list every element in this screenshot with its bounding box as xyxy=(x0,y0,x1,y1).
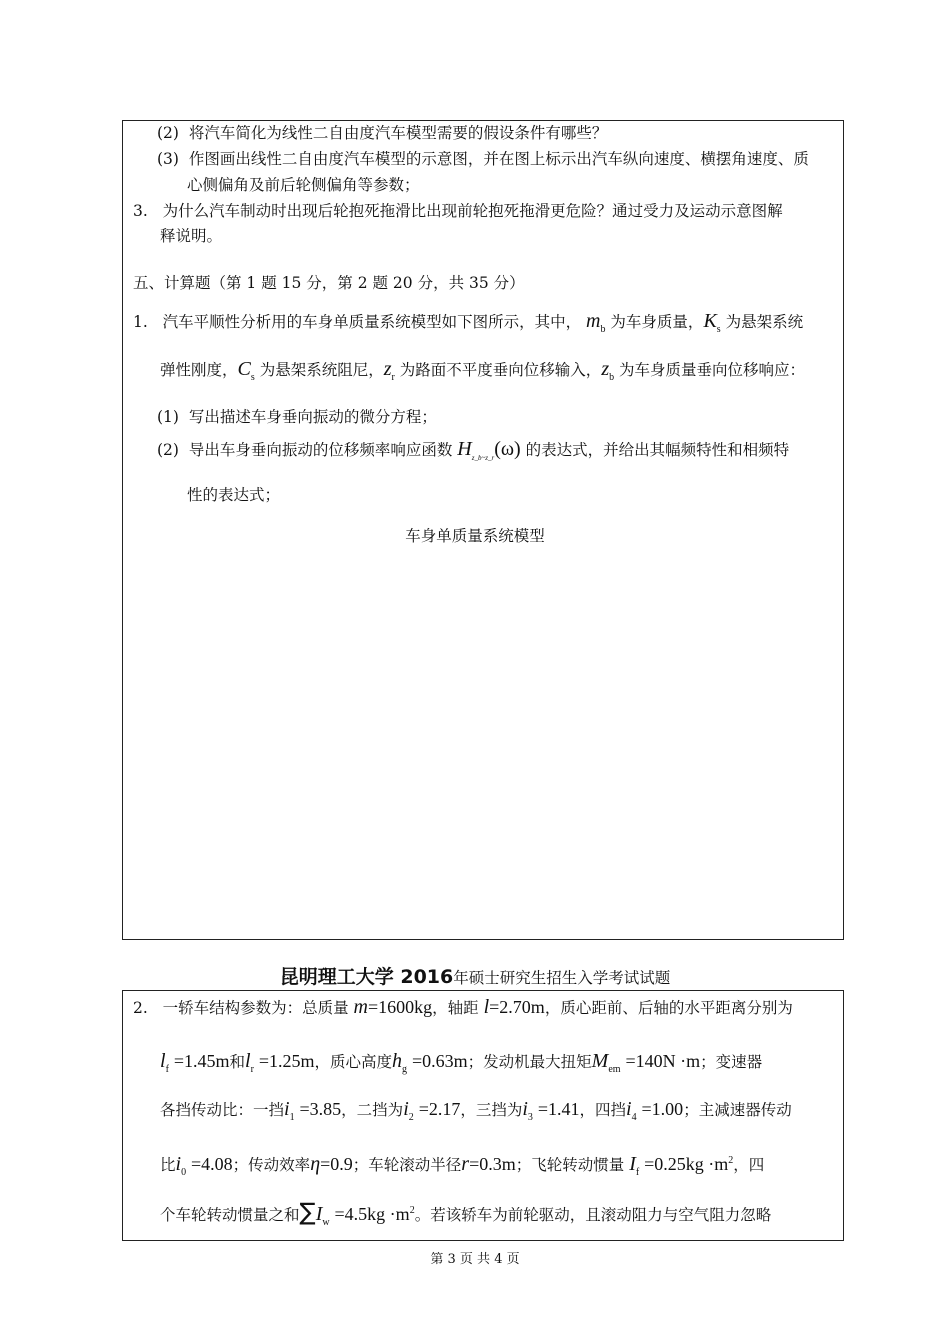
s5q1-line2: 弹性刚度，$C_s$ 为悬架系统阻尼，$z_r$ 为路面不平度垂向位移输入，$z_b$ 为车身质量垂向位移响应： xyxy=(160,358,806,383)
q2-line3: 各挡传动比：一挡$i_1 =3.85$，二挡为$i_2 =2.17$，三挡为$i_3 =1.41$，四挡$i_4 =1.00$；主减速器传动 xyxy=(160,1098,792,1123)
var-if: $I_f$ xyxy=(629,1153,640,1178)
var-hg: $h_g$ xyxy=(392,1050,408,1075)
var-lr: $l_r$ xyxy=(245,1050,254,1075)
s5q1-sub2-line1: (2) 导出车身垂向振动的位移频率响应函数 $H_{z\_b\sim z\_r}(\omega)$ 的表达式，并给出其幅频特性和相频特 xyxy=(157,438,790,462)
q2-line2: $l_f =1.45m$和$l_r =1.25m$，质心高度$h_g =0.63m$；发动机最大扭矩$M_{em} =140N \cdot m$；变速器 xyxy=(160,1050,763,1075)
var-cs: $C_s$ xyxy=(237,358,255,383)
var-eta: η xyxy=(310,1153,321,1175)
var-ks: $K_s$ xyxy=(703,310,721,335)
s5q1-line1: 1. 汽车平顺性分析用的车身单质量系统模型如下图所示，其中， $m_b$ 为车身质量，$K_s$ 为悬架系统 xyxy=(133,310,804,335)
q3-line1: 3. 为什么汽车制动时出现后轮抱死拖滑比出现前轮抱死拖滑更危险？通过受力及运动示意图解 xyxy=(133,202,783,220)
q4-item3-line1: (3) 作图画出线性二自由度汽车模型的示意图，并在图上标示出汽车纵向速度、横摆角速度、质 xyxy=(157,150,809,168)
q4-item3-line2: 心侧偏角及前后轮侧偏角等参数； xyxy=(187,176,420,194)
q2-line1: 2. 一轿车结构参数为：总质量 m=1600kg，轴距 l=2.70m，质心距前、后轴的水平距离分别为 xyxy=(133,996,793,1018)
var-mem: $M_{em}$ xyxy=(591,1050,621,1075)
section5-title: 五、计算题（第 1 题 15 分，第 2 题 20 分，共 35 分） xyxy=(133,274,525,292)
var-lf: $l_f$ xyxy=(160,1050,169,1075)
page-header: 昆明理工大学 2016年硕士研究生招生入学考试试题 xyxy=(279,966,671,988)
var-zr: $z_r$ xyxy=(383,358,395,383)
var-i4: $i_4$ xyxy=(626,1098,637,1123)
var-mb: $m_b$ xyxy=(586,310,606,335)
sum-symbol: ∑ xyxy=(299,1198,316,1226)
var-r: r xyxy=(461,1153,470,1175)
var-i0: $i_0$ xyxy=(175,1153,187,1178)
q2-line5: 个车轮转动惯量之和$\sum I_w =4.5kg \cdot m^2$。若该轿车为前轮驱动，且滚动阻力与空气阻力忽略 xyxy=(160,1198,772,1228)
var-h-freq-response: $H_{z\_b\sim z\_r}(\omega)$ xyxy=(457,438,521,462)
q4-item2: (2) 将汽车简化为线性二自由度汽车模型需要的假设条件有哪些？ xyxy=(157,124,608,142)
var-l: l xyxy=(483,996,490,1018)
q3-line2: 释说明。 xyxy=(160,227,223,245)
var-i2: $i_2$ xyxy=(403,1098,414,1123)
var-i3: $i_3$ xyxy=(522,1098,533,1123)
var-zb: $z_b$ xyxy=(601,358,615,383)
q2-line4: 比$i_0 =4.08$；传动效率η=0.9；车轮滚动半径r=0.3m；飞轮转动惯量 $I_f =0.25kg \cdot m^2$，四 xyxy=(160,1153,765,1178)
figure-caption: 车身单质量系统模型 xyxy=(405,527,545,545)
var-i1: $i_1$ xyxy=(284,1098,295,1123)
var-m: m xyxy=(353,996,368,1018)
var-iw: $I_w$ xyxy=(315,1203,330,1228)
page-footer: 第 3 页 共 4 页 xyxy=(430,1252,520,1267)
s5q1-sub1: (1) 写出描述车身垂向振动的微分方程； xyxy=(157,408,437,426)
s5q1-sub2-line2: 性的表达式； xyxy=(187,486,281,504)
